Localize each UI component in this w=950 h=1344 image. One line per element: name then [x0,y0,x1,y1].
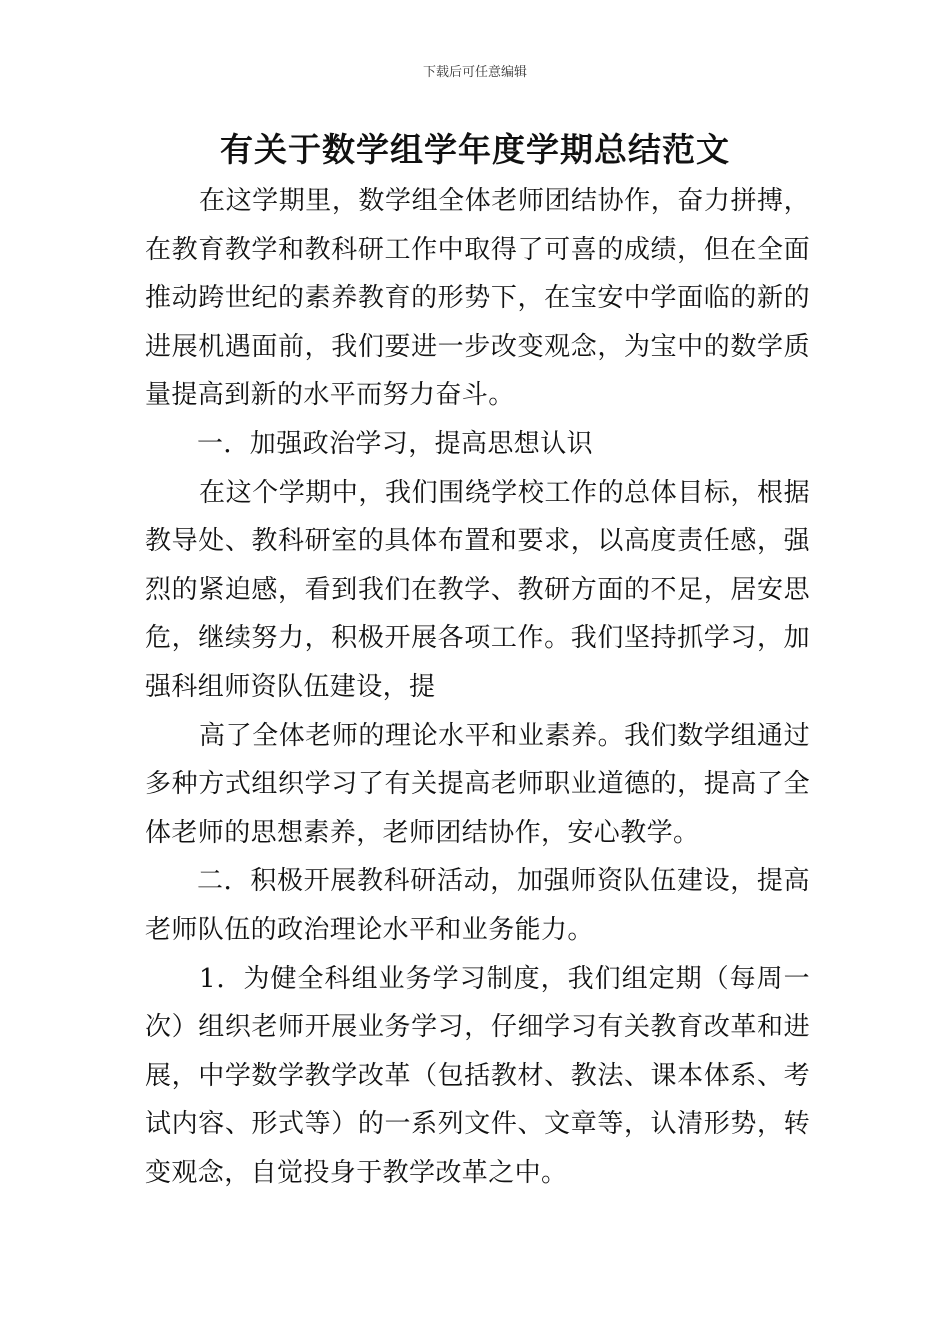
section-heading-1: 一．加强政治学习，提高思想认识 [197,428,594,459]
intro-paragraph: 在这学期里，数学组全体老师团结协作，奋力拼搏，在教育教学和教科研工作中取得了可喜的成绩，但在全面推动跨世纪的素养教育的形势下，在宝安中学面临的新的进展机遇面前，我们要进一步改变观念，为宝中的数学质量提高到新的水平而努力奋斗。 [145,186,810,411]
numbered-paragraph-1: 1．为健全科组业务学习制度，我们组定期（每周一次）组织老师开展业务学习，仔细学习有关教育改革和进展，中学数学教学改革（包括教材、教法、课本体系、考试内容、形式等）的一系列文件、文章等，认清形势，转变观念，自觉投身于教学改革之中。 [145,963,810,1188]
document-title: 有关于数学组学年度学期总结范文 [220,130,730,169]
section-heading-2: 二．积极开展教科研活动，加强师资队伍建设，提高老师队伍的政治理论水平和业务能力。 [145,866,810,945]
document-body [145,177,810,1197]
body-paragraph: 高了全体老师的理论水平和业素养。我们数学组通过多种方式组织学习了有关提高老师职业道德的，提高了全体老师的思想素养，老师团结协作，安心教学。 [145,720,810,848]
header-note: 下载后可任意编辑 [422,65,527,80]
body-paragraph: 在这个学期中，我们围绕学校工作的总体目标，根据教导处、教科研室的具体布置和要求，以高度责任感，强烈的紧迫感，看到我们在教学、教研方面的不足，居安思危，继续努力，积极开展各项工作。我们坚持抓学习，加强科组师资队伍建设，提 [145,477,810,702]
